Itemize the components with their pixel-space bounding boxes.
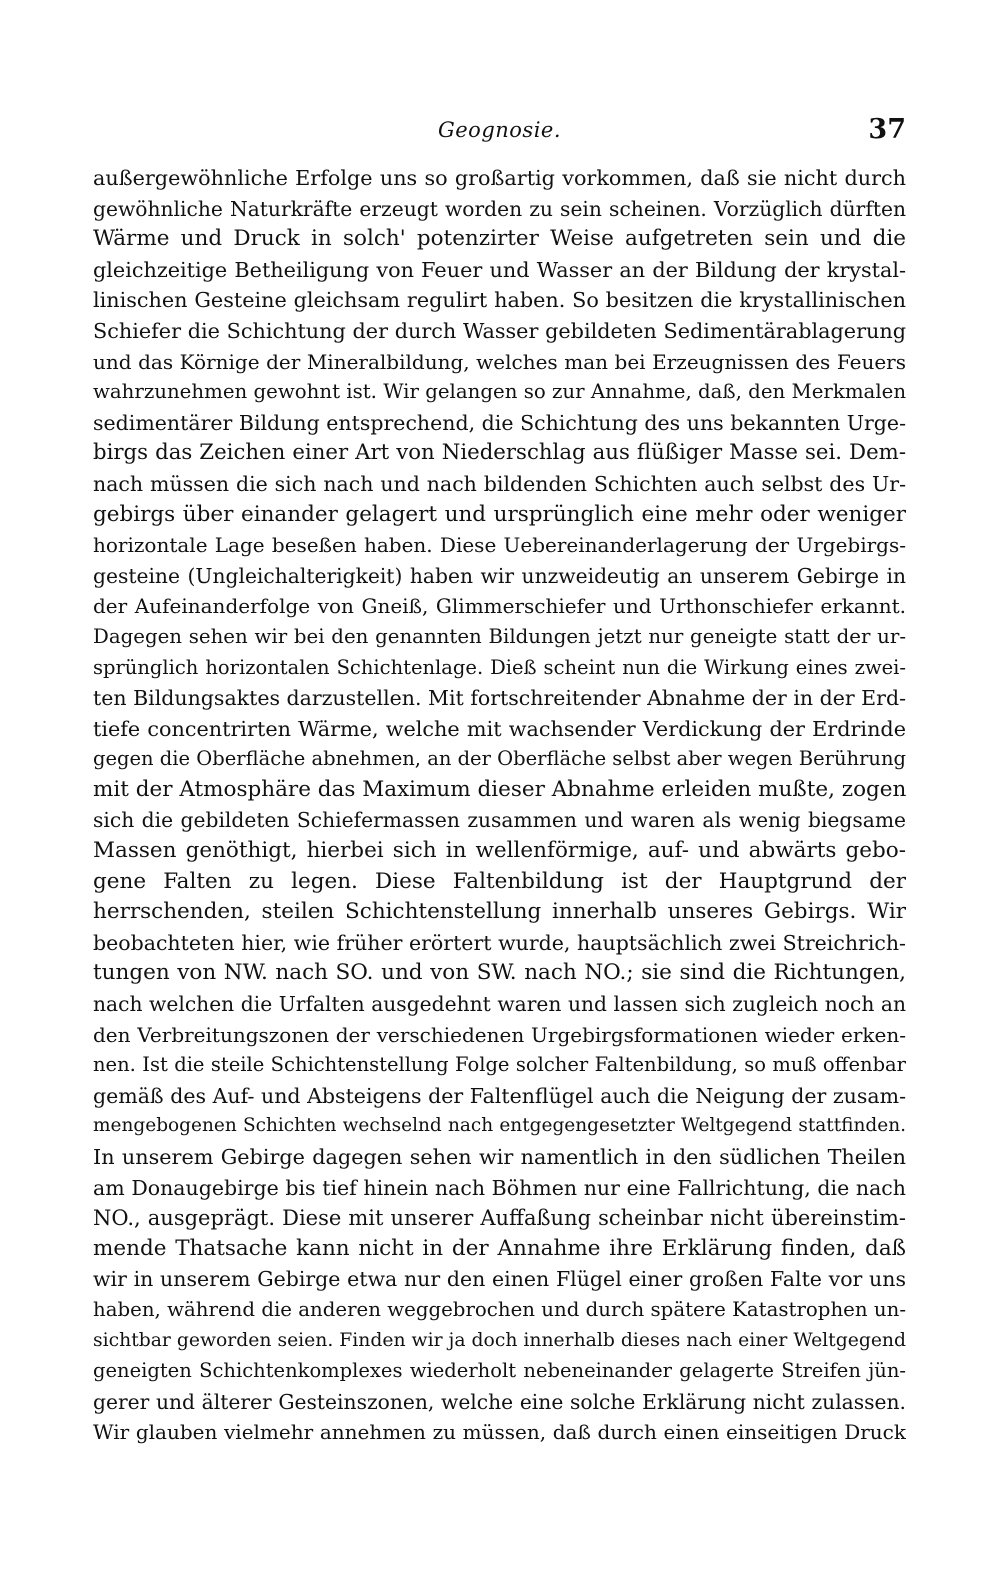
running-head (93, 114, 906, 158)
text-line: wir in unserem Gebirge etwa nur den einen Flügel einer großen Falte vor uns (93, 1267, 906, 1292)
text-line: und das Körnige der Mineralbildung, welches man bei Erzeugnissen des Feuers (93, 349, 906, 374)
text-line: nen. Ist die steile Schichtenstellung Folge solcher Faltenbildung, so muß offenbar (93, 1053, 906, 1077)
text-line: sichtbar geworden seien. Finden wir ja doch innerhalb dieses nach einer Weltgegend (93, 1329, 906, 1351)
text-line: nach welchen die Urfalten ausgedehnt waren und lassen sich zugleich noch an (93, 992, 906, 1017)
text-line: gerer und älterer Gesteinszonen, welche eine solche Erklärung nicht zulassen. (93, 1389, 906, 1414)
text-line: herrschenden, steilen Schichtenstellung innerhalb unseres Gebirgs. Wir (93, 899, 906, 925)
text-line: gebirgs über einander gelagert und ursprünglich eine mehr oder weniger (93, 501, 906, 527)
text-line: beobachteten hier, wie früher erörtert wurde, hauptsächlich zwei Streichrich- (93, 930, 906, 955)
page-number: 37 (868, 114, 906, 145)
text-line: gegen die Oberfläche abnehmen, an der Oberfläche selbst aber wegen Berührung (93, 747, 906, 771)
text-line: am Donaugebirge bis tief hinein nach Böhmen nur eine Fallrichtung, die nach (93, 1175, 906, 1200)
text-line: haben, während die anderen weggebrochen und durch spätere Katastrophen un- (93, 1297, 906, 1321)
body-text (93, 163, 906, 1448)
text-line: den Verbreitungszonen der verschiedenen Urgebirgsformationen wieder erken- (93, 1022, 906, 1047)
text-line: linischen Gesteine gleichsam regulirt haben. So besitzen die krystallinischen (93, 288, 906, 313)
text-line: horizontale Lage beseßen haben. Diese Uebereinanderlagerung der Urgebirgs- (93, 533, 906, 558)
text-line: mende Thatsache kann nicht in der Annahme ihre Erklärung finden, daß (93, 1235, 906, 1261)
text-line: birgs das Zeichen einer Art von Niederschlag aus flüßiger Masse sei. Dem- (93, 440, 906, 466)
text-line: Wir glauben vielmehr annehmen zu müssen, daß durch einen einseitigen Druck (93, 1420, 906, 1445)
text-line: gesteine (Ungleichalterigkeit) haben wir unzweideutig an unserem Gebirge in (93, 563, 906, 588)
text-line: Wärme und Druck in solch' potenzirter Weise aufgetreten sein und die (93, 226, 906, 252)
text-line: Dagegen sehen wir bei den genannten Bildungen jetzt nur geneigte statt der ur- (93, 624, 906, 648)
text-line: gewöhnliche Naturkräfte erzeugt worden zu sein scheinen. Vorzüglich dürften (93, 196, 906, 221)
text-line: geneigten Schichtenkomplexes wiederholt nebeneinander gelagerte Streifen jün- (93, 1359, 906, 1383)
text-line: NO., ausgeprägt. Diese mit unserer Auffaßung scheinbar nicht übereinstim- (93, 1206, 906, 1231)
text-line: der Aufeinanderfolge von Gneiß, Glimmerschiefer und Urthonschiefer erkannt. (93, 594, 906, 619)
text-line: ten Bildungsaktes darzustellen. Mit fortschreitender Abnahme der in der Erd- (93, 686, 906, 711)
text-line: gleichzeitige Betheiligung von Feuer und Wasser an der Bildung der krystal- (93, 257, 906, 282)
text-line: In unserem Gebirge dagegen sehen wir namentlich in den südlichen Theilen (93, 1145, 906, 1169)
text-line: gemäß des Auf- und Absteigens der Faltenflügel auch die Neigung der zusam- (93, 1083, 906, 1108)
text-line: tiefe concentrirten Wärme, welche mit wachsender Verdickung der Erdrinde (93, 716, 906, 741)
text-line: tungen von NW. nach SO. und von SW. nach NO.; sie sind die Richtungen, (93, 960, 906, 986)
text-line: sprünglich horizontalen Schichtenlage. Dieß scheint nun die Wirkung eines zwei- (93, 655, 906, 679)
text-line: sedimentärer Bildung entsprechend, die Schichtung des uns bekannten Urge- (93, 410, 906, 435)
text-line: mit der Atmosphäre das Maximum dieser Abnahme erleiden mußte, zogen (93, 776, 906, 802)
text-line: Schiefer die Schichtung der durch Wasser gebildeten Sedimentärablagerung (93, 318, 906, 343)
text-line: außergewöhnliche Erfolge uns so großartig vorkommen, daß sie nicht durch (93, 166, 906, 190)
running-title: Geognosie. (437, 118, 562, 142)
text-line: Massen genöthigt, hierbei sich in wellenförmige, auf- und abwärts gebo- (93, 838, 906, 864)
text-line: wahrzunehmen gewohnt ist. Wir gelangen so zur Annahme, daß, den Merkmalen (93, 380, 906, 404)
text-line: sich die gebildeten Schiefermassen zusammen und waren als wenig biegsame (93, 808, 906, 833)
text-line: mengebogenen Schichten wechselnd nach entgegengesetzter Weltgegend stattfinden. (93, 1115, 906, 1137)
text-line: gene Falten zu legen. Diese Faltenbildung ist der Hauptgrund der (93, 868, 906, 894)
text-line: nach müssen die sich nach und nach bildenden Schichten auch selbst des Ur- (93, 471, 906, 496)
